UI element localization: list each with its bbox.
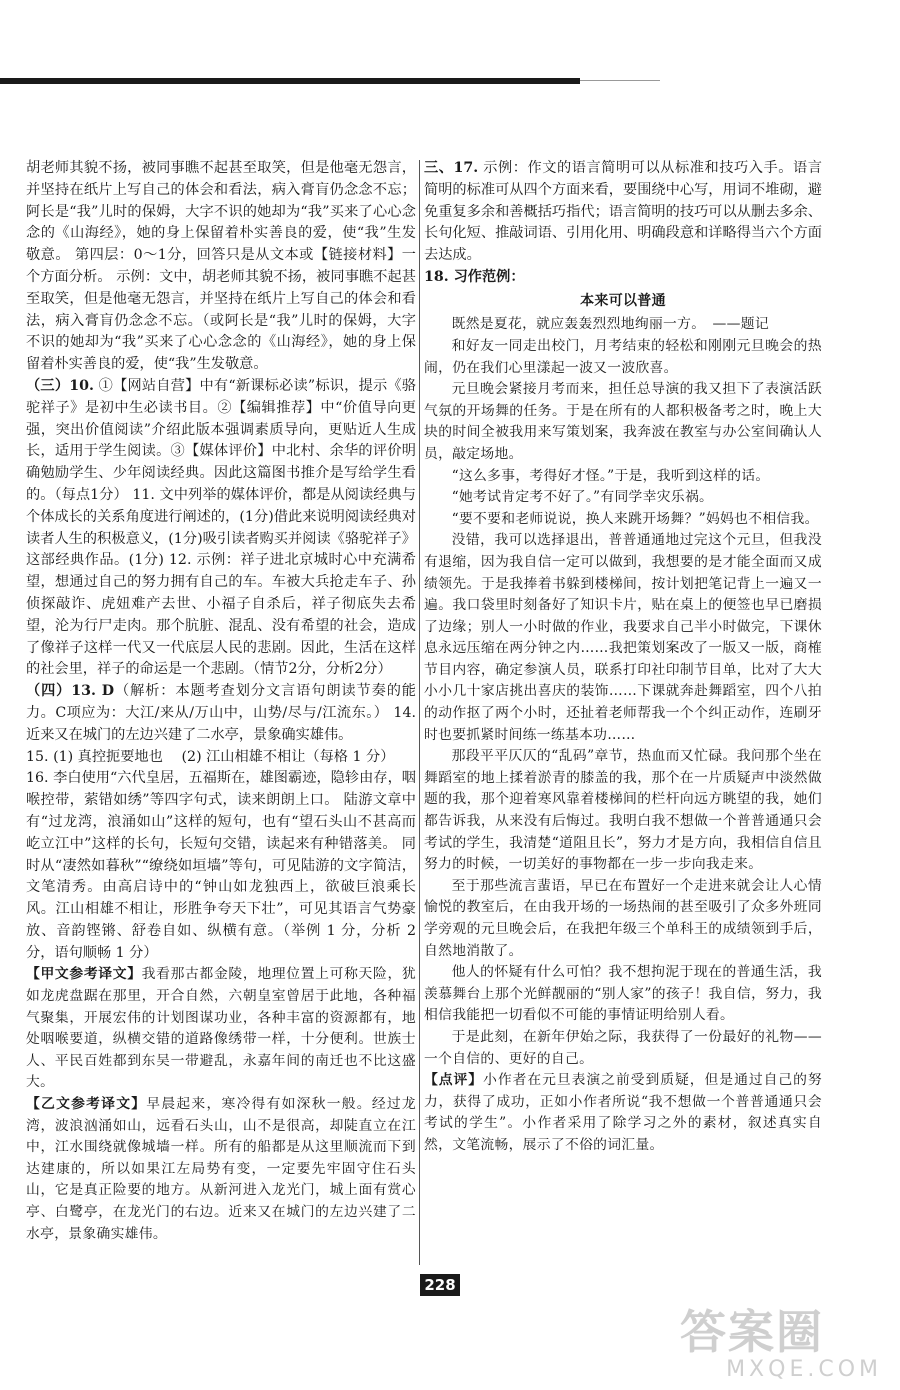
- translation-yi: [26, 1094, 416, 1245]
- comment-text: 小作者在元旦表演之前受到质疑，但是通过自己的努力，获得了成功，正如小作者所说“我不想做一个普普通通只会考试的学生”。小作者采用了除学习之外的素材，叙述真实自然，文笔流畅，展示了不俗的词汇量。: [424, 1072, 822, 1153]
- column-divider: [419, 160, 420, 1265]
- essay-paragraph: “这么多事，考得好才怪。”于是，我听到这样的话。: [451, 467, 770, 484]
- q17-label: 三、17.: [424, 160, 479, 176]
- q13-text: （解析：本题考查划分文言语句朗读节奏的能力。C项应为：大江/来从/万山中，山势/尽与/江流东。） 14. 近来又在城门的左边兴建了二水亭，景象确实雄伟。: [26, 683, 416, 743]
- essay-epigraph: 既然是夏花，就应轰轰烈烈地绚丽一方。 ——题记: [451, 316, 769, 333]
- q10-text: ①【网站自营】中有“新课标必读”标识，提示《骆驼祥子》是初中生必读书目。②【编辑推荐】中“价值导向更强，突出价值阅读”介绍此版本强调素质导向，更贴近人生成长，适用于学生阅读。③【媒体评价】中北村、余华的评价明确勉励学生、少年阅读经典。因此这篇图书推介是写给学生看的。（每点1分） 11. 文中列举的媒体评价，都是从阅读经典与个体成长的关系角度进行阐述的，(1分)借此来说明阅读经典对读者人生的积极意义，(1分)吸引读者购买并阅读《骆驼祥子》这部经典作品。(1分) 12. 示例：祥子进北京城时心中充满希望，想通过自己的努力拥有自己的车。车被大兵抢走车子、孙侦探敲诈、虎妞难产去世、小福子自杀后，祥子彻底失去希望，沦为行尸走肉。那个肮脏、混乱、没有希望的社会，造成了像祥子这样一代又一代底层人民的悲剧。因此，生活在这样的社会里，祥子的命运是一个悲剧。（情节2分，分析2分）: [26, 377, 416, 678]
- q10-label: （三）10.: [26, 377, 94, 394]
- q17-text: 示例：作文的语言简明可以从标准和技巧入手。语言简明的标准可从四个方面来看，要围绕中心写，用词不堆砌，避免重复多余和善概括巧指代；语言简明的技巧可以从删去多余、长句化短、推敲词语、引用化用、明确段意和详略得当六个方面去达成。: [424, 160, 822, 264]
- essay-paragraph: “要不要和老师说说，换人来跳开场舞？”妈妈也不相信我。: [451, 510, 819, 527]
- comment-label: 【点评】: [424, 1072, 484, 1089]
- answer-q15: 15. (1) 真控扼要地也 (2) 江山相雄不相让（每格 1 分）: [26, 748, 395, 765]
- q13-label: （四）13. D: [26, 683, 115, 700]
- translation-jia: [26, 964, 416, 1094]
- page-number: 228: [420, 1274, 460, 1296]
- essay-paragraph: “她考试肯定考不好了。”有同学幸灾乐祸。: [451, 489, 714, 506]
- answer-paragraph: 胡老师其貌不扬，被同事瞧不起甚至取笑，但是他毫无怨言，并坚持在纸片上写自己的体会和看法，病入膏肓仍念念不忘；阿长是“我”儿时的保姆，大字不识的她却为“我”买来了心心念念的《山海经》，她的身上保留着朴实善良的爱，使“我”生发敬意。 第四层：0～1分，回答只是从文本或【链接材料】一个方面分析。 示例：文中，胡老师其貌不扬，被同事瞧不起甚至取笑，但是他毫无怨言，并坚持在纸片上写自己的体会和看法，病入膏肓仍念念不忘。（或阿长是“我”儿时的保姆，大字不识的她却为“我”买来了心心念念的《山海经》，她的身上保留着朴实善良的爱，使“我”生发敬意。: [26, 160, 416, 373]
- model-essay: [424, 291, 822, 1157]
- answer-q17: [424, 158, 822, 267]
- essay-paragraph: 那段平平仄仄的“乱码”章节，热血而又忙碌。我问那个坐在舞蹈室的地上揉着淤青的膝盖的我，那个在一片质疑声中淡然做题的我，那个迎着寒风靠着楼梯间的栏杆向远方眺望的我，她们都告诉我，从来没有后悔过。我明白我不想做一个普普通通只会考试的学生，我清楚“道阻且长”，努力才是方向，我相信自信且努力的时候，一切美好的事物都在一步一步向我走来。: [424, 748, 822, 873]
- header-rule: [0, 78, 580, 84]
- essay-paragraph: 和好友一同走出校门，月考结束的轻松和刚刚元旦晚会的热闹，仍在我们心里漾起一波又一波欣喜。: [424, 337, 822, 376]
- right-column: [424, 158, 822, 1157]
- header-rule-thin: [580, 80, 660, 81]
- answer-q16: 16. 李白使用“六代皇居，五福斯在，雄图霸迹，隐轸由存，咽喉控带，萦错如绣”等四字句式，读来朗朗上口。 陆游文章中有“过龙湾，浪涌如山”这样的短句，也有“望石头山不甚高而屹立江中”这样的长句，长短句交错，读起来有种错落美。 同时从“凄然如暮秋”“缭绕如垣墙”等句，可见陆游的文字简洁，文笔清秀。由高启诗中的“钟山如龙独西上，欲破巨浪乘长风。江山相雄不相让，形胜争夸天下壮”，可见其语言气势豪放、音韵铿锵、舒卷自如、纵横有意。（举例 1 分，分析 2 分，语句顺畅 1 分）: [26, 770, 416, 961]
- yi-label: 【乙文参考译文】: [26, 1096, 147, 1113]
- jia-label: 【甲文参考译文】: [26, 966, 142, 983]
- essay-paragraph: 于是此刻，在新年伊始之际，我获得了一份最好的礼物——一个自信的、更好的自己。: [424, 1028, 822, 1067]
- left-column: [26, 158, 416, 1245]
- essay-paragraph: 元旦晚会紧接月考而来，担任总导演的我又担下了表演活跃气氛的开场舞的任务。于是在所有的人都积极备考之时，晚上大块的时间全被我用来写策划案，我奔波在教室与办公室间确认人员，敲定场地。: [424, 381, 822, 462]
- watermark-url: MXQE.COM: [726, 1357, 882, 1382]
- jia-text: 我看那古都金陵，地理位置上可称天险，犹如龙虎盘踞在那里，开合自然，六朝皇室曾居于此地，各种福气聚集，开展宏伟的计划图谋功业，各种丰富的资源都有，地处咽喉要道，纵横交错的道路像绣带一样，十分便利。世族士人、平民百姓都到东吴一带避乱，永嘉年间的南迁也不比这盛大。: [26, 966, 417, 1091]
- essay-title: 本来可以普通: [580, 292, 666, 309]
- yi-text: 早晨起来，寒冷得有如深秋一般。经过龙湾，波浪汹涌如山，远看石头山，山不是很高，却陡直立在江中，江水围绕就像城墙一样。所有的船都是从这里顺流而下到达建康的，所以如果江左局势有变，一定要先牢固守住石头山，它是真正险要的地方。从新河进入龙光门，城上面有赏心亭、白鹭亭，在龙光门的右边。近来又在城门的左边兴建了二水亭，景象确实雄伟。: [26, 1096, 416, 1242]
- essay-paragraph: 没错，我可以选择退出，普普通通地过完这个元旦，但我没有退缩，因为我自信一定可以做到，我想要的是才能全面而又成绩领先。于是我捧着书躲到楼梯间，按计划把笔记背上一遍又一遍。我口袋里时刻备好了知识卡片，贴在桌上的便签也早已磨损了边缘；别人一小时做的作业，我要求自己半小时做完，下课休息永远压缩在两分钟之内……我把策划案改了一版又一版，商榷节目内容，确定参演人员，联系打印社印制节目单，比对了大大小小几十家店挑出喜庆的装饰……下课就奔赴舞蹈室，四个八拍的动作抠了两个小时，还扯着老师帮我一个个纠正动作，连刷牙时也要抓紧时间练一练基本功……: [424, 532, 822, 743]
- answer-q10: [26, 376, 416, 681]
- essay-comment: [424, 1070, 822, 1156]
- q18-label: 18. 习作范例：: [424, 268, 525, 285]
- watermark-logo: [680, 1306, 890, 1386]
- watermark-main: 答案圈: [680, 1305, 824, 1359]
- essay-paragraph: 至于那些流言蜚语，早已在布置好一个走进来就会让人心情愉悦的教室后，在由我开场的一场热闹的甚至吸引了众多外班同学旁观的元旦晚会后，在我把年级三个单科王的成绩领到手后，自然地消散了。: [424, 877, 822, 959]
- answer-q13: [26, 681, 416, 746]
- essay-paragraph: 他人的怀疑有什么可怕？我不想拘泥于现在的普通生活，我羡慕舞台上那个光鲜靓丽的“别人家”的孩子！我自信，努力，我相信我能把一切看似不可能的事情证明给别人看。: [424, 964, 822, 1024]
